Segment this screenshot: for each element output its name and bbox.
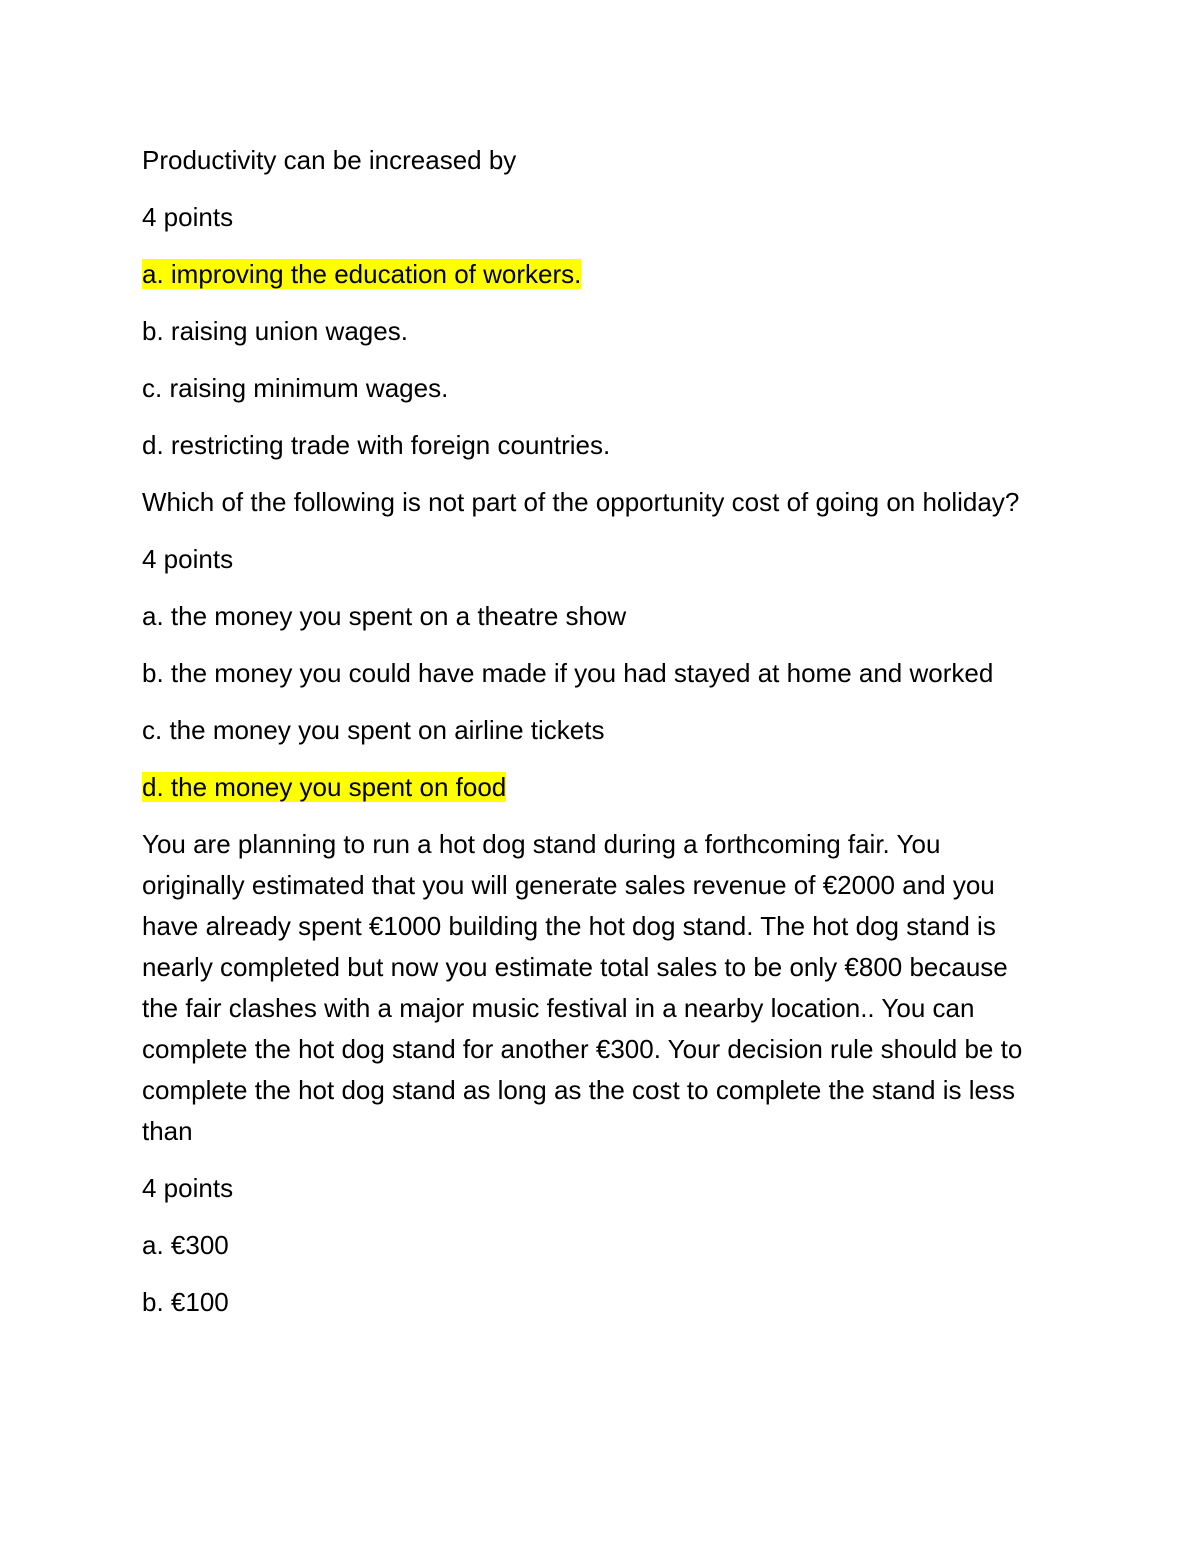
question-1-option-a <box>142 254 1042 295</box>
highlighted-answer: a. improving the education of workers. <box>142 259 582 289</box>
question-2-option-c: c. the money you spent on airline tickets <box>142 715 605 745</box>
question-2-points: 4 points <box>142 544 234 574</box>
question-3-points: 4 points <box>142 1173 234 1203</box>
question-2-option-a: a. the money you spent on a theatre show <box>142 601 627 631</box>
question-1-text: Productivity can be increased by <box>142 145 517 175</box>
question-3-text: You are planning to run a hot dog stand during a forthcoming fair. You originally estimated that you will generate sales revenue of €2000 and you have already spent €1000 building the hot dog stand. The hot dog stand is nearly completed but now you estimate total sales to be only €800 because the fair clashes with a major music festival in a nearby location.. You can complete the hot dog stand for another €300. Your decision rule should be to complete the hot dog stand as long as the cost to complete the stand is less than <box>142 829 1023 1146</box>
question-1-option-c: c. raising minimum wages. <box>142 373 449 403</box>
highlighted-answer: d. the money you spent on food <box>142 772 507 802</box>
question-3-option-a: a. €300 <box>142 1230 229 1260</box>
question-3-option-b: b. €100 <box>142 1287 229 1317</box>
question-2-text: Which of the following is not part of the opportunity cost of going on holiday? <box>142 487 1020 517</box>
question-1-option-b: b. raising union wages. <box>142 316 408 346</box>
question-1-points: 4 points <box>142 202 234 232</box>
question-1-option-d: d. restricting trade with foreign countries. <box>142 430 611 460</box>
question-2-option-d <box>142 767 1042 808</box>
question-2-option-b: b. the money you could have made if you had stayed at home and worked <box>142 658 994 688</box>
document-body <box>142 140 1042 1339</box>
